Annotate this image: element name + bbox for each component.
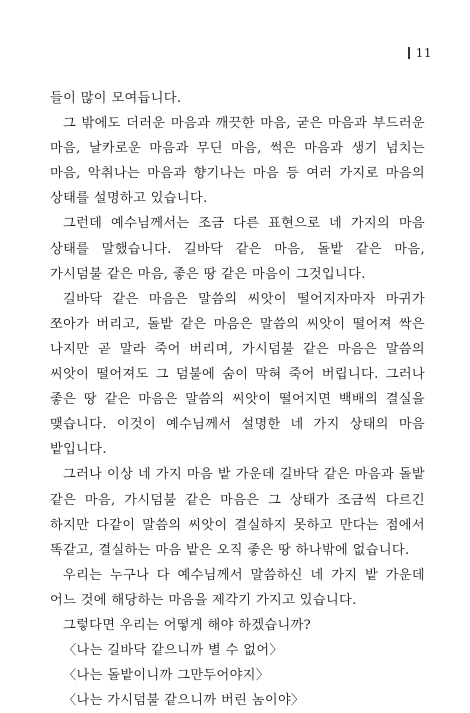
quote-line-1: 〈나는 길바닥 같으니까 별 수 없어〉 [63,643,283,659]
paragraph-1: 들이 많이 모여듭니다. [50,91,182,106]
paragraph-5: 그러나 이상 네 가지 마음 밭 가운데 길바닥 같은 마음과 돌밭 같은 마음, 가시덤불 같은 마음은 그 상태가 조금씩 다르긴 하지만 다같이 말씀의 씨앗이 결실하지 못하고 만다는 점에서 똑같고, 결실하는 마음 밭은 오직 좋은 땅 하나밖에 없습니다. [50,467,425,558]
paragraph-3: 그런데 예수님께서는 조금 다른 표현으로 네 가지의 마음 상태를 말했습니다. 길바닥 같은 마음, 돌밭 같은 마음, 가시덤불 같은 마음, 좋은 땅 같은 마음이 그것입니다. [50,216,425,282]
quote-line-3: 〈나는 가시덤불 같으니까 버린 놈이야〉 [63,693,305,709]
page-number: 11 [415,46,432,60]
quote-line-2: 〈나는 돌밭이니까 그만두어야지〉 [63,668,270,684]
page-header [408,46,432,60]
paragraph-6: 우리는 누구나 다 예수님께서 말씀하신 네 가지 밭 가운데 어느 것에 해당하는 마음을 제각기 가지고 있습니다. [50,567,425,608]
body-text [50,86,425,713]
paragraph-2: 그 밖에도 더러운 마음과 깨끗한 마음, 굳은 마음과 부드러운 마음, 날카로운 마음과 무딘 마음, 썩은 마음과 생기 넘치는 마음, 악취나는 마음과 향기나는 마음 등 여러 가지로 마음의 상태를 설명하고 있습니다. [50,116,425,207]
header-rule [408,47,410,59]
paragraph-4: 길바닥 같은 마음은 말씀의 씨앗이 떨어지자마자 마귀가 쪼아가 버리고, 돌밭 같은 마음은 말씀의 씨앗이 떨어져 싹은 나지만 곧 말라 죽어 버리며, 가시덤불 같은 마음은 말씀의 씨앗이 떨어져도 그 덤불에 숨이 막혀 죽어 버립니다. 그러나 좋은 땅 같은 마음은 말씀의 씨앗이 떨어지면 백배의 결실을 맺습니다. 이것이 예수님께서 설명한 네 가지 상태의 마음 밭입니다. [50,291,425,458]
paragraph-7: 그렇다면 우리는 어떻게 해야 하겠습니까? [63,617,312,633]
